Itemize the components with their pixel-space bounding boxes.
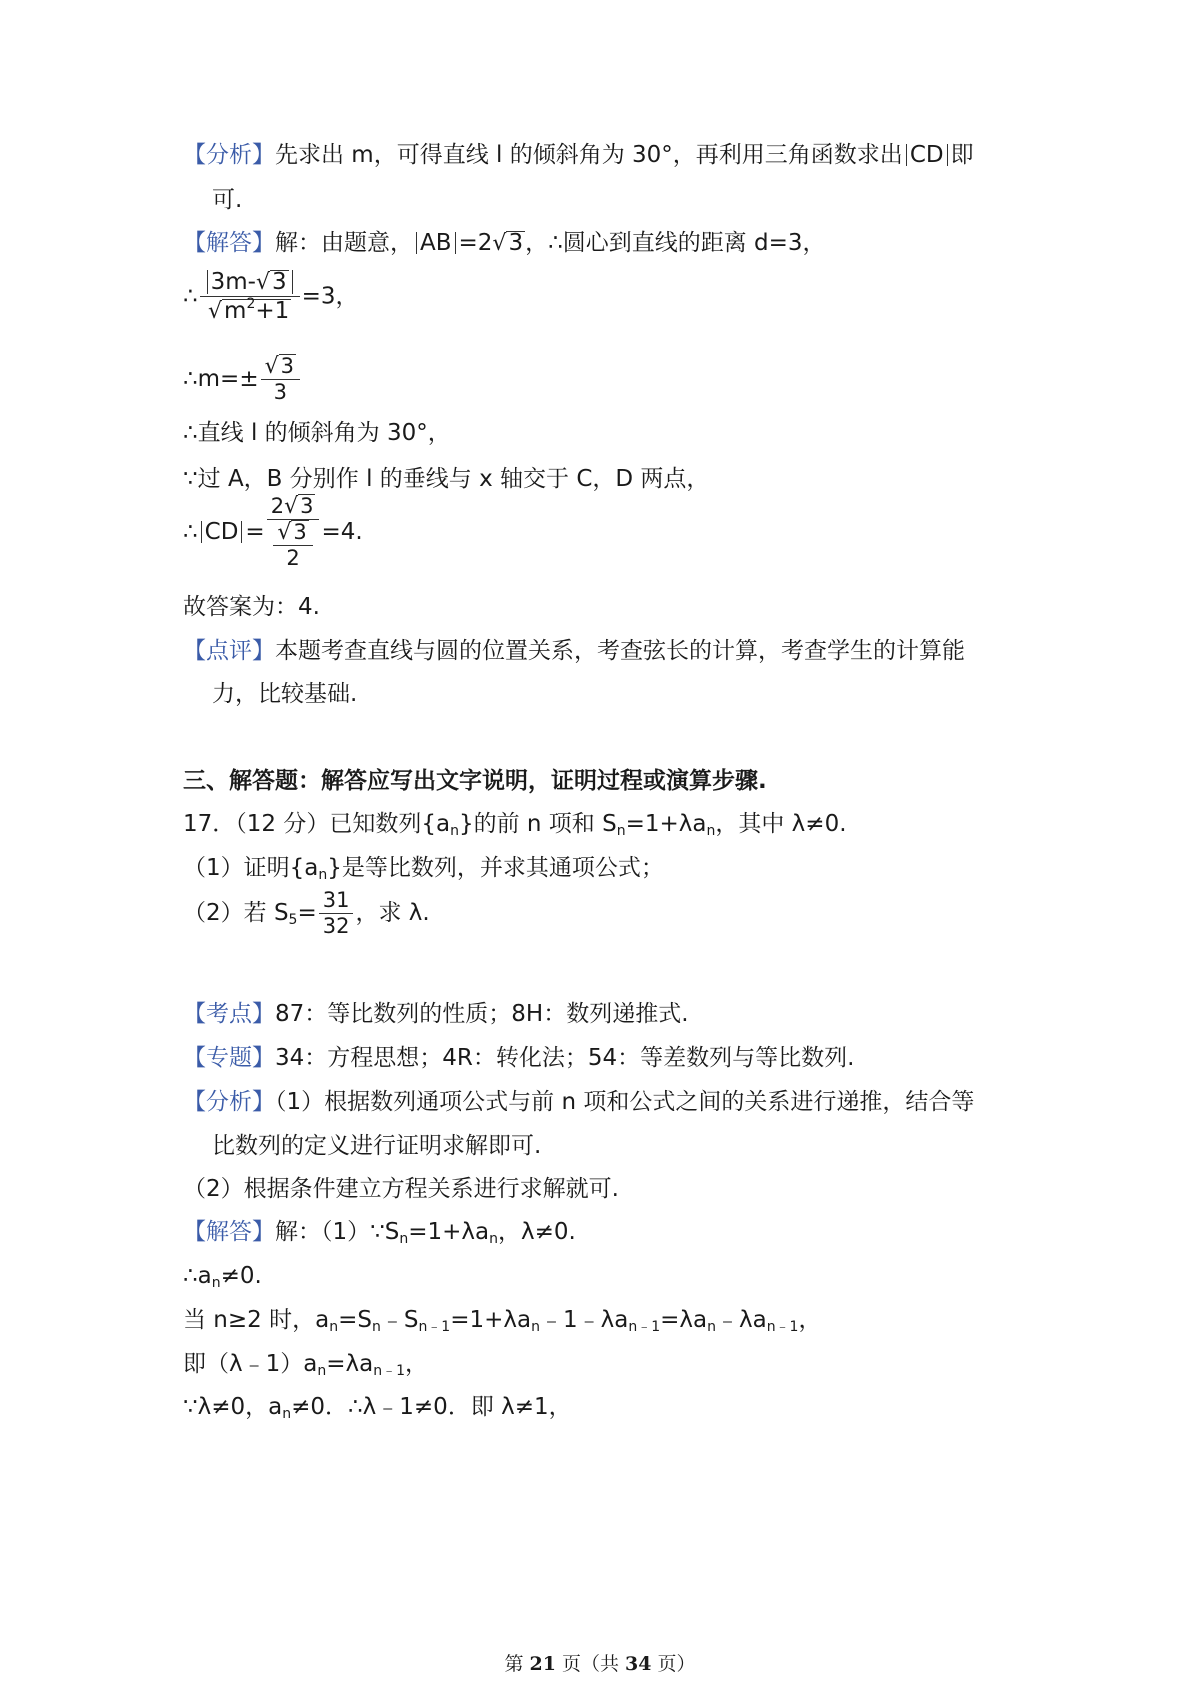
analysis-cont: 可.: [212, 187, 243, 213]
an-nonzero-line: $\therefore a_n\ne 0$.: [183, 1263, 262, 1291]
equation-m: ∴m=± $\frac{√3}{3}$: [183, 354, 302, 405]
page-footer: 第 21 页（共 34 页）: [504, 1653, 696, 1675]
comment-cont: 力，比较基础.: [212, 681, 358, 707]
problem-17-part2: （2）若 $S_5=$ $\frac{31}{32}$ ，求 λ.: [183, 888, 430, 938]
fenxi-line: 【分析】（1）根据数列通项公式与前 n 项和公式之间的关系进行递推，结合等: [183, 1089, 975, 1115]
section-heading: 三、解答题：解答应写出文字说明，证明过程或演算步骤.: [183, 768, 767, 794]
angle-line: ∴直线 l 的倾斜角为 30°，: [183, 420, 451, 446]
ji-line: 即$(\lambda﹣1)a_n=\lambda a_{n﹣1}$，: [183, 1351, 428, 1379]
analysis-line: 【分析】先求出 m，可得直线 l 的倾斜角为 30°，再利用三角函数求出 CD 即: [183, 142, 974, 168]
kaodian-line: 【考点】87：等比数列的性质；8H：数列递推式.: [183, 1001, 689, 1027]
solution-tag: 【解答】: [183, 230, 275, 256]
answer-line: 故答案为：4.: [183, 594, 320, 620]
fenxi-part2: （2）根据条件建立方程关系进行求解就可.: [183, 1176, 619, 1202]
page-total: 34: [625, 1653, 652, 1675]
jieda-line: 【解答】解：$(1)\because S_n=1+\lambda a_n$，λ≠0.: [183, 1219, 576, 1247]
fraction: $\frac{√3}{3}$: [261, 354, 300, 405]
equation-cd: ∴ CD = $\frac{2√3}{\frac{√3}{2}}$ =4.: [183, 494, 363, 570]
jieda-tag: 【解答】: [183, 1219, 275, 1245]
fenxi-tag: 【分析】: [183, 1089, 275, 1115]
solution-line: 【解答】解：由题意， AB =2√3，∴圆心到直线的距离 d=3，: [183, 230, 826, 256]
fraction: $\frac{3m-√3}{√m^2+1}$: [200, 268, 300, 326]
problem-17-part1: （1）证明$\{a_n\}$是等比数列，并求其通项公式；: [183, 855, 664, 883]
page-number: 21: [529, 1653, 556, 1675]
lambda-line: ∵λ≠0，$a_n\ne 0$．∴λ﹣1≠0．即 λ≠1，: [183, 1394, 572, 1422]
fenxi-cont: 比数列的定义进行证明求解即可.: [212, 1133, 542, 1159]
zhuanti-tag: 【专题】: [183, 1045, 275, 1071]
problem-17: 17．（12 分）已知数列$\{a_n\}$的前 n 项和 $S_n=1+\lambda a_n$，其中 λ≠0.: [183, 811, 847, 839]
because-line: ∵过 A，B 分别作 l 的垂线与 x 轴交于 C，D 两点，: [183, 466, 710, 492]
fraction: $\frac{2√3}{\frac{√3}{2}}$: [267, 494, 320, 571]
equation-distance: ∴ $\frac{3m-√3}{√m^2+1}$ =3，: [183, 269, 359, 324]
recurrence-line: 当 n≥2 时，$a_n=S_n﹣S_{n﹣1}=1+\lambda a_n﹣1﹣\lambda a_{n﹣1}=\lambda a_n﹣\lambda a_{n﹣1}$，: [183, 1307, 822, 1335]
zhuanti-line: 【专题】34：方程思想；4R：转化法；54：等差数列与等比数列.: [183, 1045, 855, 1071]
comment-tag: 【点评】: [183, 638, 275, 664]
fraction: $\frac{31}{32}$: [319, 888, 354, 939]
kaodian-tag: 【考点】: [183, 1001, 275, 1027]
analysis-tag: 【分析】: [183, 142, 275, 168]
comment-line: 【点评】本题考查直线与圆的位置关系，考查弦长的计算，考查学生的计算能: [183, 638, 965, 664]
